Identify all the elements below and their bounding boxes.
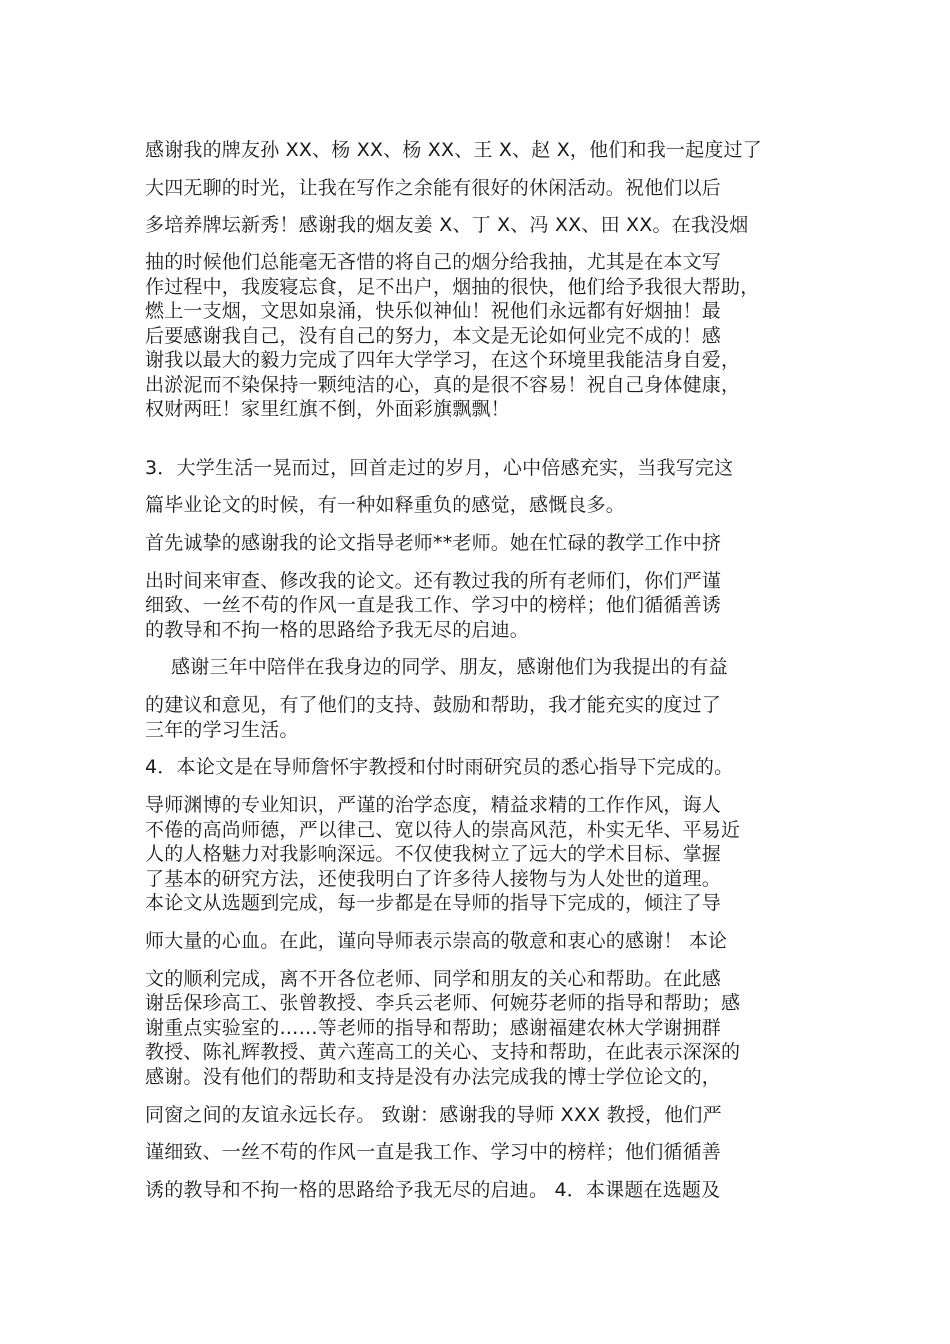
- text-line: 3．大学生活一晃而过，回首走过的岁月，心中倍感充实，当我写完这: [145, 457, 734, 479]
- text-line: 首先诚挚的感谢我的论文指导老师**老师。她在忙碌的教学工作中挤: [145, 532, 722, 554]
- text-line: 作过程中，我废寝忘食，足不出户，烟抽的很快，他们给予我很大帮助，: [145, 276, 760, 298]
- text-line: 不倦的高尚师德，严以律己、宽以待人的崇高风范，朴实无华、平易近: [145, 819, 741, 841]
- text-line: 出淤泥而不染保持一颗纯洁的心，真的是很不容易！祝自己身体健康，: [145, 374, 741, 396]
- text-line: 诱的教导和不拘一格的思路给予我无尽的启迪。 4．本课题在选题及: [145, 1179, 721, 1201]
- text-line: 出时间来审查、修改我的论文。还有教过我的所有老师们，你们严谨: [145, 570, 722, 592]
- text-line: 感谢我的牌友孙 XX、杨 XX、杨 XX、王 X、赵 X，他们和我一起度过了: [145, 139, 762, 161]
- text-line: 文的顺利完成，离不开各位老师、同学和朋友的关心和帮助。在此感: [145, 968, 722, 990]
- text-line: 教授、陈礼辉教授、黄六莲高工的关心、支持和帮助，在此表示深深的: [145, 1041, 741, 1063]
- text-line: 4．本论文是在导师詹怀宇教授和付时雨研究员的悉心指导下完成的。: [145, 756, 734, 778]
- text-line: 了基本的研究方法，还使我明白了许多待人接物与为人处世的道理。: [145, 868, 722, 890]
- text-line: 谢岳保珍高工、张曾教授、李兵云老师、何婉芬老师的指导和帮助；感: [145, 992, 741, 1014]
- text-line: 多培养牌坛新秀！感谢我的烟友姜 X、丁 X、冯 XX、田 XX。在我没烟: [145, 214, 749, 236]
- text-line: 大四无聊的时光，让我在写作之余能有很好的休闲活动。祝他们以后: [145, 177, 722, 199]
- text-line: 感谢。没有他们的帮助和支持是没有办法完成我的博士学位论文的，: [145, 1066, 722, 1088]
- text-line: 后要感谢我自己，没有自己的努力，本文是无论如何业完不成的！感: [145, 325, 722, 347]
- text-line: 燃上一支烟，文思如泉涌，快乐似神仙！祝他们永远都有好烟抽！最: [145, 300, 722, 322]
- text-line: 同窗之间的友谊永远长存。 致谢：感谢我的导师 XXX 教授，他们严: [145, 1104, 722, 1126]
- text-line: 谢重点实验室的……等老师的指导和帮助；感谢福建农林大学谢拥群: [145, 1017, 722, 1039]
- text-line: 师大量的心血。在此，谨向导师表示崇高的敬意和衷心的感谢！ 本论: [145, 930, 728, 952]
- text-line: 篇毕业论文的时候，有一种如释重负的感觉，感慨良多。: [145, 494, 626, 516]
- text-line: 谢我以最大的毅力完成了四年大学学习，在这个环境里我能洁身自爱，: [145, 349, 741, 371]
- text-line: 的教导和不拘一格的思路给予我无尽的启迪。: [145, 619, 530, 641]
- text-line: 细致、一丝不苟的作风一直是我工作、学习中的榜样；他们循循善诱: [145, 594, 722, 616]
- text-line: 三年的学习生活。: [145, 719, 299, 741]
- text-line: 感谢三年中陪伴在我身边的同学、朋友，感谢他们为我提出的有益: [171, 656, 728, 678]
- text-line: 人的人格魅力对我影响深远。不仅使我树立了远大的学术目标、掌握: [145, 843, 722, 865]
- text-line: 抽的时候他们总能毫无吝惜的将自己的烟分给我抽，尤其是在本文写: [145, 251, 722, 273]
- text-line: 谨细致、一丝不苟的作风一直是我工作、学习中的榜样；他们循循善: [145, 1141, 722, 1163]
- text-line: 权财两旺！家里红旗不倒，外面彩旗飘飘！: [145, 398, 510, 420]
- text-line: 的建议和意见，有了他们的支持、鼓励和帮助，我才能充实的度过了: [145, 694, 722, 716]
- text-line: 导师渊博的专业知识，严谨的治学态度，精益求精的工作作风，诲人: [145, 794, 722, 816]
- text-line: 本论文从选题到完成，每一步都是在导师的指导下完成的，倾注了导: [145, 892, 722, 914]
